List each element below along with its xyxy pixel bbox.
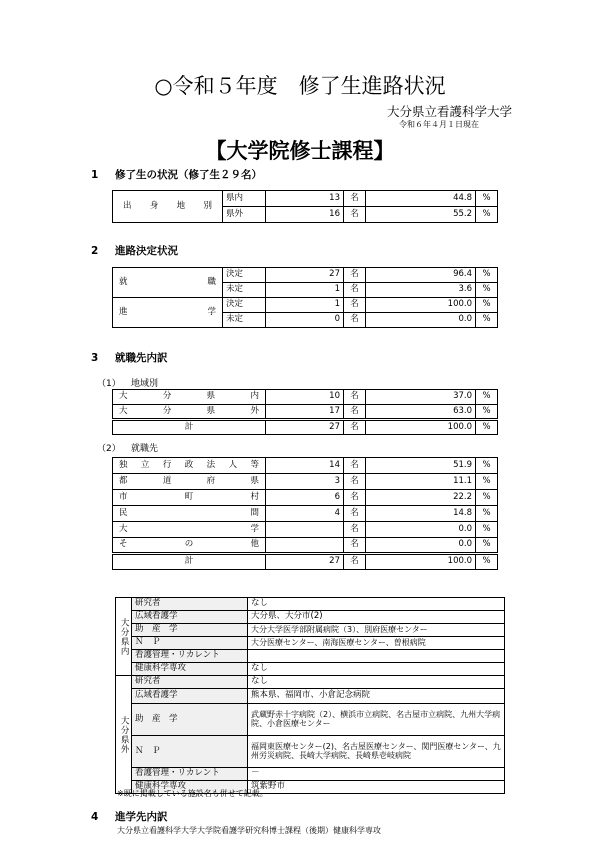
graduate-school-destination: 大分県立看護科学大学大学院看護学研究科博士課程（後期）健康科学専攻 <box>117 826 381 835</box>
percent-unit-cell: % <box>476 191 498 207</box>
destination-cell: なし <box>248 598 505 611</box>
category-label: 大分県外 <box>119 405 259 416</box>
section-title: 就職先内訳 <box>115 352 168 364</box>
unit-cell: 名 <box>344 207 366 223</box>
destination-cell: なし <box>248 676 505 689</box>
table-row <box>113 506 498 522</box>
percent-cell: 63.0 <box>366 405 476 420</box>
table-row <box>116 676 505 689</box>
category-cell <box>113 474 266 490</box>
percent-cell: 100.0 <box>366 420 476 435</box>
percent-cell: 100.0 <box>366 554 476 570</box>
total-label-cell: 計 <box>113 554 266 570</box>
group-label-cell <box>113 298 223 328</box>
table-row <box>116 736 505 768</box>
page-title: ○令和５年度 修了生進路状況 <box>154 74 446 98</box>
percent-unit-cell: % <box>476 268 498 283</box>
subsection-title: 就職先 <box>131 444 159 454</box>
university-name: 大分県立看護科学大学 <box>386 104 512 119</box>
total-row <box>113 420 498 435</box>
category-cell <box>113 458 266 474</box>
total-label-cell: 計 <box>113 420 266 435</box>
origin-label-cell <box>113 191 223 223</box>
count-cell: 13 <box>266 191 344 207</box>
percent-unit-cell: % <box>476 390 498 405</box>
unit-cell: 名 <box>344 506 366 522</box>
course-cell: 研究者 <box>132 598 248 611</box>
percent-unit-cell: % <box>476 474 498 490</box>
table-row <box>116 624 505 637</box>
total-row <box>113 554 498 570</box>
course-cell: 助 産 学 <box>132 624 248 637</box>
category-label: 大分県内 <box>119 391 259 402</box>
subsection-title: 地域別 <box>131 379 159 389</box>
category-label: 独立行政法人等 <box>119 459 259 470</box>
count-cell: 4 <box>266 506 344 522</box>
count-cell: 0 <box>266 313 344 328</box>
percent-cell: 55.2 <box>366 207 476 223</box>
detail-note: ※既に掲載している施設名も併せて記載。 <box>117 789 268 798</box>
percent-unit-cell: % <box>476 458 498 474</box>
section-4-heading <box>91 809 168 824</box>
percent-cell: 100.0 <box>366 298 476 313</box>
subsection-region-heading <box>97 376 158 389</box>
category-cell <box>113 538 266 554</box>
count-cell: 16 <box>266 207 344 223</box>
percent-cell: 51.9 <box>366 458 476 474</box>
course-cell: 助 産 学 <box>132 704 248 736</box>
percent-cell: 37.0 <box>366 390 476 405</box>
unit-cell: 名 <box>344 283 366 298</box>
percent-unit-cell: % <box>476 538 498 554</box>
origin-table <box>112 190 498 223</box>
unit-cell: 名 <box>344 554 366 570</box>
percent-cell: 96.4 <box>366 268 476 283</box>
employer-detail-table <box>115 597 505 794</box>
subsection-employer-heading <box>97 441 158 454</box>
category-cell: 県内 <box>223 191 266 207</box>
table-row <box>116 768 505 781</box>
course-cell: Ｎ Ｐ <box>132 736 248 768</box>
category-cell: 決定 <box>223 268 266 283</box>
category-label: その他 <box>119 539 259 550</box>
percent-unit-cell: % <box>476 506 498 522</box>
course-cell: 看護管理・リカレント <box>132 650 248 663</box>
group-label-cell <box>113 268 223 298</box>
table-row <box>113 490 498 506</box>
destination-cell: 大分医療センター、南海医療センター、曽根病院 <box>248 637 505 650</box>
section-number: 2 <box>91 245 99 257</box>
percent-unit-cell: % <box>476 207 498 223</box>
count-cell <box>266 538 344 554</box>
unit-cell: 名 <box>344 298 366 313</box>
unit-cell: 名 <box>344 268 366 283</box>
section-1-heading <box>91 167 262 182</box>
unit-cell: 名 <box>344 405 366 420</box>
table-row <box>113 191 498 207</box>
table-row <box>113 390 498 405</box>
unit-cell: 名 <box>344 474 366 490</box>
percent-unit-cell: % <box>476 405 498 420</box>
percent-cell: 0.0 <box>366 313 476 328</box>
unit-cell: 名 <box>344 458 366 474</box>
category-cell <box>113 405 266 420</box>
percent-unit-cell: % <box>476 554 498 570</box>
percent-unit-cell: % <box>476 490 498 506</box>
count-cell: 27 <box>266 554 344 570</box>
subsection-number: （2） <box>97 444 121 454</box>
percent-cell: 3.6 <box>366 283 476 298</box>
career-decision-table <box>112 267 498 328</box>
unit-cell: 名 <box>344 191 366 207</box>
table-row <box>116 598 505 611</box>
destination-cell: 筑紫野市 <box>248 781 505 794</box>
category-cell: 未定 <box>223 313 266 328</box>
section-number: 1 <box>91 169 99 181</box>
program-title: 【大学院修士課程】 <box>205 138 395 163</box>
percent-cell: 0.0 <box>366 538 476 554</box>
unit-cell: 名 <box>344 313 366 328</box>
destination-cell: 熊本県、福岡市、小倉記念病院 <box>248 689 505 704</box>
table-row <box>113 268 498 283</box>
percent-cell: 14.8 <box>366 506 476 522</box>
category-cell <box>113 506 266 522</box>
section-title: 進路決定状況 <box>115 245 178 257</box>
table-row <box>113 538 498 554</box>
course-cell: 広域看護学 <box>132 611 248 624</box>
percent-unit-cell: % <box>476 283 498 298</box>
section-2-heading <box>91 243 178 258</box>
destination-cell: 武蔵野赤十字病院（2）、横浜市立病院、名古屋市立病院、九州大学病院、小倉医療センター <box>248 704 505 736</box>
destination-cell: 大分県、大分市(2) <box>248 611 505 624</box>
percent-unit-cell: % <box>476 313 498 328</box>
section-title: 修了生の状況（修了生２９名） <box>115 169 262 181</box>
destination-cell <box>248 650 505 663</box>
table-row <box>116 689 505 704</box>
count-cell: 17 <box>266 405 344 420</box>
percent-cell: 44.8 <box>366 191 476 207</box>
category-cell: 未定 <box>223 283 266 298</box>
section-number: 4 <box>91 811 99 823</box>
unit-cell: 名 <box>344 538 366 554</box>
percent-unit-cell: % <box>476 420 498 435</box>
table-row <box>116 637 505 650</box>
course-cell: 広域看護学 <box>132 689 248 704</box>
category-cell <box>113 490 266 506</box>
employer-table <box>112 457 498 570</box>
unit-cell: 名 <box>344 490 366 506</box>
category-label: 市町村 <box>119 491 259 502</box>
count-cell <box>266 522 344 538</box>
count-cell: 6 <box>266 490 344 506</box>
table-row <box>113 298 498 313</box>
table-row <box>116 663 505 676</box>
table-row <box>116 611 505 624</box>
percent-unit-cell: % <box>476 298 498 313</box>
percent-cell: 22.2 <box>366 490 476 506</box>
subsection-number: （1） <box>97 379 121 389</box>
course-cell: 研究者 <box>132 676 248 689</box>
section-number: 3 <box>91 352 99 364</box>
table-row <box>113 474 498 490</box>
course-cell: 健康科学専攻 <box>132 663 248 676</box>
origin-label: 出 身 地 別 <box>123 200 212 211</box>
destination-cell: なし <box>248 663 505 676</box>
percent-cell: 0.0 <box>366 522 476 538</box>
count-cell: 10 <box>266 390 344 405</box>
table-row <box>116 704 505 736</box>
table-row <box>113 405 498 420</box>
course-cell: Ｎ Ｐ <box>132 637 248 650</box>
count-cell: 27 <box>266 268 344 283</box>
unit-cell: 名 <box>344 420 366 435</box>
region-label-outside: 大分県外 <box>116 676 132 794</box>
unit-cell: 名 <box>344 522 366 538</box>
category-cell <box>113 390 266 405</box>
region-label-inside: 大分県内 <box>116 598 132 676</box>
count-cell: 27 <box>266 420 344 435</box>
region-table <box>112 389 498 435</box>
count-cell: 1 <box>266 283 344 298</box>
course-cell: 看護管理・リカレント <box>132 768 248 781</box>
course-cell: 健康科学専攻 <box>132 781 248 794</box>
group-label: 進学 <box>119 306 216 317</box>
category-label: 民間 <box>119 507 259 518</box>
count-cell: 14 <box>266 458 344 474</box>
percent-unit-cell: % <box>476 522 498 538</box>
section-title: 進学先内訳 <box>115 811 168 823</box>
table-row <box>116 650 505 663</box>
category-cell: 決定 <box>223 298 266 313</box>
category-label: 大学 <box>119 523 259 534</box>
unit-cell: 名 <box>344 390 366 405</box>
category-cell: 県外 <box>223 207 266 223</box>
destination-cell: 福岡東医療センター(2)、名古屋医療センター、関門医療センター、九州労災病院、長崎大学病院、長崎県壱岐病院 <box>248 736 505 768</box>
section-3-heading <box>91 350 168 365</box>
table-row <box>113 522 498 538</box>
destination-cell: 大分大学医学部附属病院（3）、別府医療センター <box>248 624 505 637</box>
group-label: 就職 <box>119 276 216 287</box>
count-cell: 3 <box>266 474 344 490</box>
category-cell <box>113 522 266 538</box>
table-row <box>113 458 498 474</box>
percent-cell: 11.1 <box>366 474 476 490</box>
category-label: 都道府県 <box>119 475 259 486</box>
destination-cell: － <box>248 768 505 781</box>
count-cell: 1 <box>266 298 344 313</box>
as-of-date: 令和６年４月１日現在 <box>399 120 479 129</box>
